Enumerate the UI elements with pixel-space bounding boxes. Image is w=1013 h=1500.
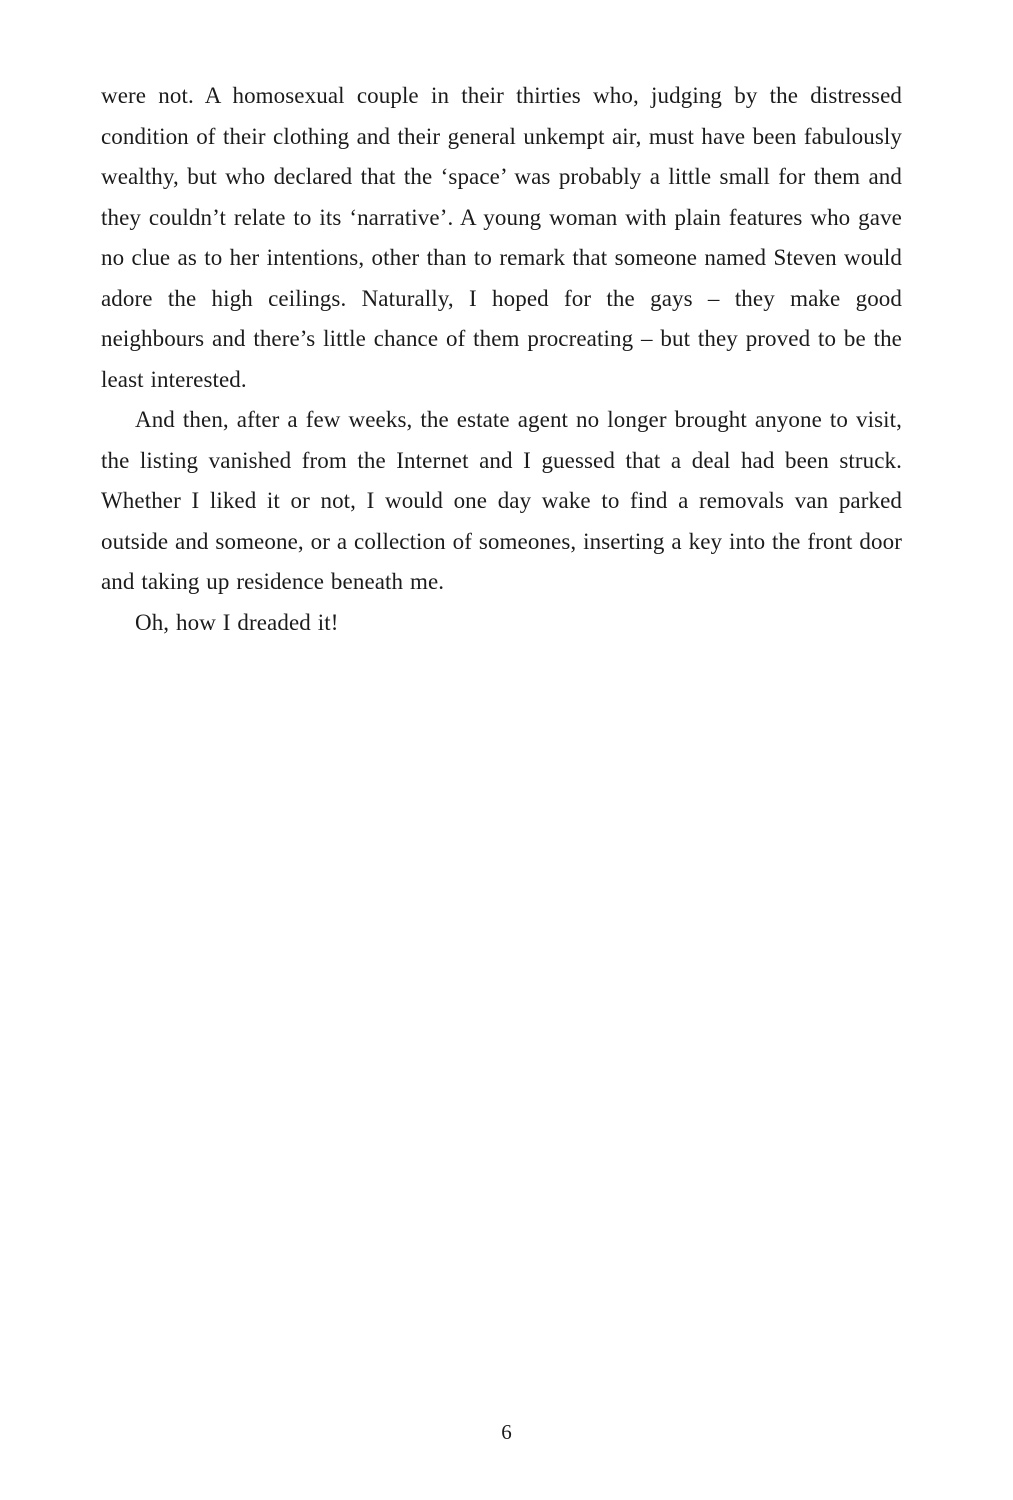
page-text-block [101, 76, 902, 643]
paragraph: Oh, how I dreaded it! [135, 609, 339, 635]
page-number: 6 [501, 1420, 512, 1444]
paragraph: were not. A homosexual couple in their thirties who, judging by the distressed condition of their clothing and their general unkempt air, must have been fabulously wealthy, but who declared that the ‘space’ was probably a little small for them and they couldn’t relate to its ‘narrative’. A young woman with plain features who gave no clue as to her intentions, other than to remark that someone named Steven would adore the high ceilings. Naturally, I hoped for the gays – they make good neighbours and there’s little chance of them procreating – but they proved to be the least interested. [101, 83, 902, 392]
paragraph: And then, after a few weeks, the estate agent no longer brought anyone to visit, the listing vanished from the Internet and I guessed that a deal had been struck. Whether I liked it or not, I would one day wake to find a removals van parked outside and someone, or a collection of someones, inserting a key into the front door and taking up residence beneath me. [101, 407, 902, 594]
